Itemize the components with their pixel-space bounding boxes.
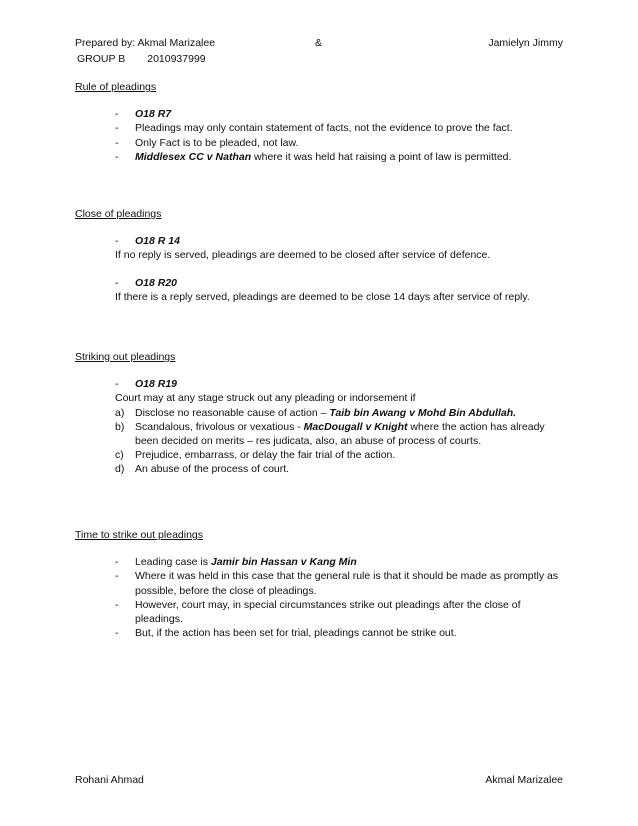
group-label: GROUP B xyxy=(77,53,126,65)
section-time-to-strike xyxy=(75,528,565,640)
section-striking-out xyxy=(75,350,565,476)
section-title: Striking out pleadings xyxy=(75,351,176,363)
strike-intro: Court may at any stage struck out any pleading or indorsement if xyxy=(115,392,416,405)
list-item: a) Disclose no reasonable cause of action – Taib bin Awang v Mohd Bin Abdullah. xyxy=(115,406,517,419)
strike-grounds xyxy=(115,406,565,477)
close-text-1: If no reply is served, pleadings are deemed to be closed after service of defence. xyxy=(115,249,491,262)
list-item: - O18 R7 xyxy=(115,107,565,121)
ampersand: & xyxy=(315,37,323,49)
time-list xyxy=(75,555,565,640)
list-item: - Middlesex CC v Nathan where it was held hat raising a point of law is permitted. xyxy=(115,150,565,164)
close-text-2: If there is a reply served, pleadings are deemed to be close 14 days after service of reply. xyxy=(115,290,530,303)
page-header xyxy=(75,36,563,65)
list-item: b) Scandalous, frivolous or vexatious - MacDougall v Knight where the action has already been decided on merits – res judicata, also, an abuse of process of courts. xyxy=(115,420,545,447)
list-item: c) Prejudice, embarrass, or delay the fair trial of the action. xyxy=(115,449,396,462)
close-list xyxy=(75,234,565,248)
list-item: - Where it was held in this case that the general rule is that it should be made as promptly as possible, before the close of pleadings. xyxy=(115,569,565,597)
list-item: - O18 R20 xyxy=(115,276,565,290)
list-item: - However, court may, in special circumstances strike out pleadings after the close of pleadings. xyxy=(115,598,565,626)
footer-right: Akmal Marizalee xyxy=(485,774,563,786)
section-close-of-pleadings xyxy=(75,207,565,304)
section-rule-of-pleadings xyxy=(75,80,565,164)
section-title: Close of pleadings xyxy=(75,208,162,220)
footer-left: Rohani Ahmad xyxy=(75,774,144,786)
list-item: - Leading case is Jamir bin Hassan v Kang Min xyxy=(115,555,565,569)
student-id: 2010937999 xyxy=(147,53,206,65)
partner-name: Jamielyn Jimmy xyxy=(488,37,563,49)
list-item: d) An abuse of the process of court. xyxy=(115,463,290,476)
section-title: Rule of pleadings xyxy=(75,81,157,93)
list-item: - O18 R19 xyxy=(115,377,565,391)
section-title: Time to strike out pleadings xyxy=(75,529,204,541)
strike-list xyxy=(75,377,565,391)
list-item: - Pleadings may only contain statement of facts, not the evidence to prove the fact. xyxy=(115,121,565,135)
list-item: - O18 R 14 xyxy=(115,234,565,248)
prepared-by: Prepared by: Akmal Marizalee xyxy=(75,37,216,49)
list-item: - Only Fact is to be pleaded, not law. xyxy=(115,136,565,150)
list-item: - But, if the action has been set for trial, pleadings cannot be strike out. xyxy=(115,626,565,640)
rule-list xyxy=(75,107,565,164)
close-list-2 xyxy=(75,276,565,290)
group-line xyxy=(77,52,206,66)
